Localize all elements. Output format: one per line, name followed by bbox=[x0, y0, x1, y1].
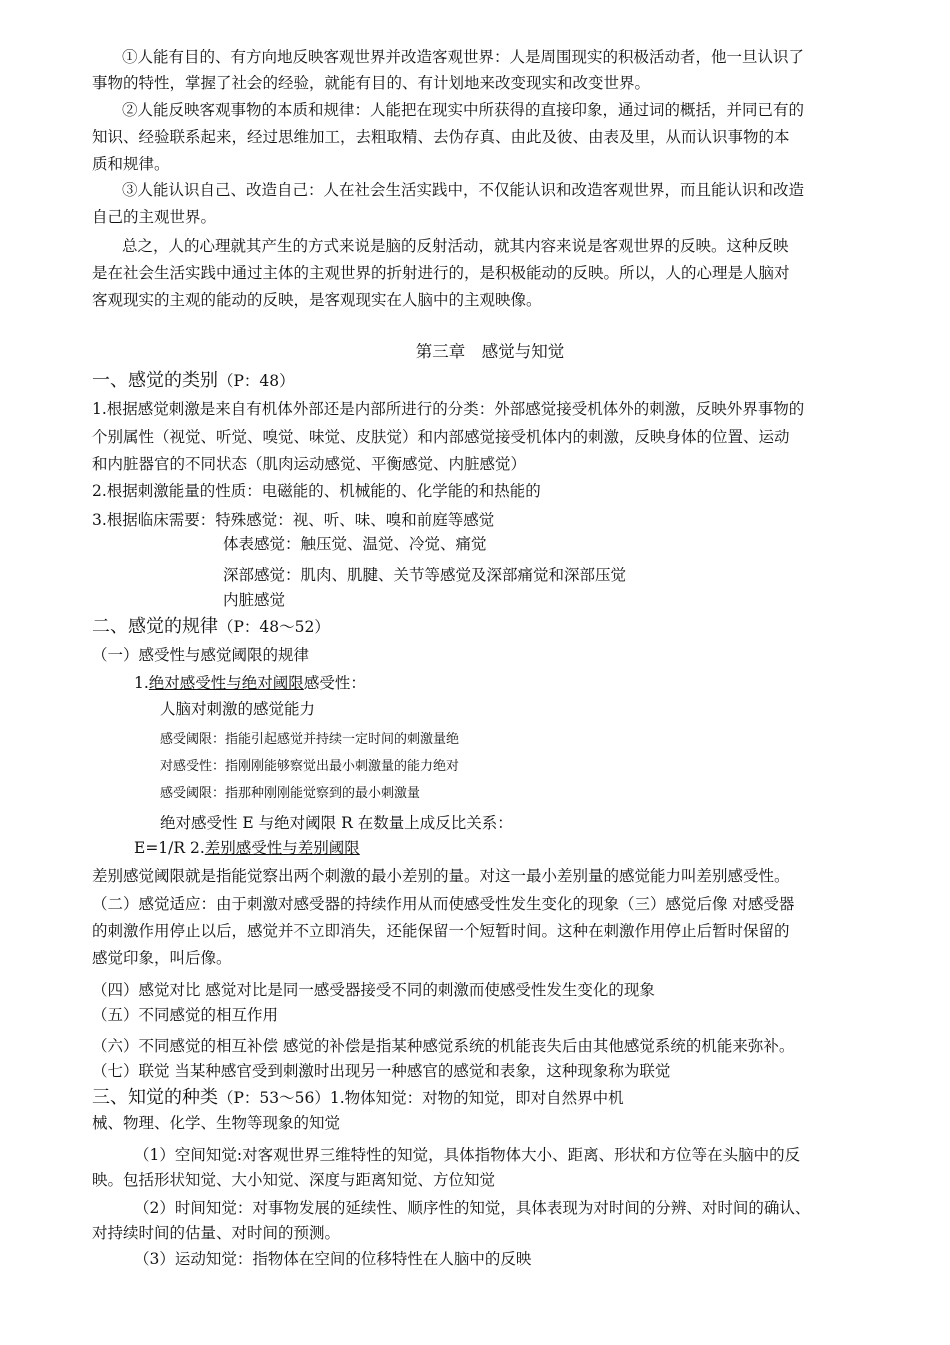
s2-five: （五）不同感觉的相互作用 bbox=[92, 1006, 279, 1024]
section-3-heading: 三、知觉的种类 bbox=[92, 1087, 218, 1108]
s2-line-a: 人脑对刺激的感觉能力 bbox=[160, 700, 316, 718]
s1-item3-line-3: 深部感觉：肌肉、肌腱、关节等感觉及深部痛觉和深部压觉 bbox=[223, 566, 627, 584]
section-1-heading-line bbox=[92, 371, 295, 391]
s2-formula-line bbox=[134, 838, 360, 858]
s2-item2-num: 2. bbox=[190, 839, 205, 857]
s3-k1-line-2: 映。包括形状知觉、大小知觉、深度与距离知觉、方位知觉 bbox=[92, 1171, 496, 1189]
s2-item1-rest: 感受性： bbox=[303, 674, 366, 692]
s3-k2-line-2: 对持续时间的估量、对时间的预测。 bbox=[92, 1224, 341, 1242]
paragraph-2-line-1: ②人能反映客观事物的本质和规律：人能把在现实中所获得的直接印象，通过词的概括，并同已有的 bbox=[122, 101, 805, 119]
paragraph-2-line-2: 知识、经验联系起来，经过思维加工，去粗取精、去伪存真、由此及彼、由表及里，从而认识事物的本 bbox=[92, 128, 790, 146]
s2-item2-underlined: 差别感受性与差别阈限 bbox=[204, 839, 360, 857]
paragraph-3-line-2: 自己的主观世界。 bbox=[92, 208, 217, 226]
s1-item1-line-2: 个别属性（视觉、听觉、嗅觉、味觉、皮肤觉）和内部感觉接受机体内的刺激，反映身体的位置、运动 bbox=[92, 428, 790, 446]
paragraph-1-line-1: ①人能有目的、有方向地反映客观世界并改造客观世界：人是周围现实的积极活动者，他一旦认识了 bbox=[122, 48, 805, 66]
s1-item3-line-2: 体表感觉：触压觉、温觉、冷觉、痛觉 bbox=[223, 535, 487, 553]
s1-item3-line-4: 内脏感觉 bbox=[223, 591, 286, 609]
s2-item1-num: 1. bbox=[134, 674, 149, 692]
s2-line-c: 对感受性：指刚刚能够察觉出最小刺激量的能力绝对 bbox=[160, 759, 460, 774]
s2-sub-1: （一）感受性与感觉阈限的规律 bbox=[92, 646, 310, 664]
s2-six: （六）不同感觉的相互补偿 感觉的补偿是指某种感觉系统的机能丧失后由其他感觉系统的机能来弥补。 bbox=[92, 1037, 795, 1055]
s3-k2-line-1: （2）时间知觉：对事物发展的延续性、顺序性的知觉，具体表现为对时间的分辨、对时间的确认、 bbox=[134, 1199, 811, 1217]
s1-item3-line-1: 3.根据临床需要：特殊感觉：视、听、味、嗅和前庭等感觉 bbox=[92, 511, 495, 529]
s1-item2: 2.根据刺激能量的性质：电磁能的、机械能的、化学能的和热能的 bbox=[92, 482, 541, 500]
formula: E=1/R bbox=[134, 839, 186, 857]
s2-item1-underlined: 绝对感受性与绝对阈限 bbox=[148, 674, 304, 692]
s2-adapt-line-2: 的刺激作用停止以后，感觉并不立即消失，还能保留一个短暂时间。这种在刺激作用停止后暂时保留的 bbox=[92, 922, 790, 940]
s2-four: （四）感觉对比 感觉对比是同一感受器接受不同的刺激而使感受性发生变化的现象 bbox=[92, 981, 655, 999]
s2-adapt-line-3: 感觉印象，叫后像。 bbox=[92, 949, 232, 967]
section-1-page-ref: （P：48） bbox=[218, 372, 295, 390]
paragraph-4-line-3: 客观现实的主观的能动的反映，是客观现实在人脑中的主观映像。 bbox=[92, 291, 542, 309]
section-3-page-ref: （P：53～56） bbox=[218, 1089, 330, 1107]
s3-line-2: 械、物理、化学、生物等现象的知觉 bbox=[92, 1114, 341, 1132]
section-3-heading-line bbox=[92, 1088, 624, 1108]
s3-k1-line-1: （1）空间知觉:对客观世界三维特性的知觉，具体指物体大小、距离、形状和方位等在头脑中的反 bbox=[134, 1146, 801, 1164]
s3-k3: （3）运动知觉：指物体在空间的位移特性在人脑中的反映 bbox=[134, 1250, 532, 1268]
section-2-heading: 二、感觉的规律 bbox=[92, 616, 218, 637]
s1-item1-line-3: 和内脏器官的不同状态（肌肉运动感觉、平衡感觉、内脏感觉） bbox=[92, 455, 527, 473]
section-3-rest: 1.物体知觉：对物的知觉，即对自然界中机 bbox=[329, 1089, 624, 1107]
paragraph-4-line-2: 是在社会生活实践中通过主体的主观世界的折射进行的，是积极能动的反映。所以，人的心理是人脑对 bbox=[92, 264, 790, 282]
s1-item1-line-1: 1.根据感觉刺激是来自有机体外部还是内部所进行的分类：外部感觉接受机体外的刺激，反映外界事物的 bbox=[92, 400, 805, 418]
s2-diff: 差别感觉阈限就是指能觉察出两个刺激的最小差别的量。对这一最小差别量的感觉能力叫差别感受性。 bbox=[92, 867, 790, 885]
section-2-heading-line bbox=[92, 617, 330, 637]
s2-line-b: 感受阈限：指能引起感觉并持续一定时间的刺激量绝 bbox=[160, 732, 460, 747]
s2-adapt-line-1: （二）感觉适应：由于刺激对感受器的持续作用从而使感受性发生变化的现象（三）感觉后像 对感受器 bbox=[92, 895, 795, 913]
section-1-heading: 一、感觉的类别 bbox=[92, 370, 218, 391]
section-2-page-ref: （P：48～52） bbox=[218, 618, 330, 636]
paragraph-4-line-1: 总之，人的心理就其产生的方式来说是脑的反射活动，就其内容来说是客观世界的反映。这种反映 bbox=[122, 237, 789, 255]
s2-item1-line bbox=[134, 673, 366, 693]
paragraph-3-line-1: ③人能认识自己、改造自己：人在社会生活实践中，不仅能认识和改造客观世界，而且能认识和改造 bbox=[122, 181, 805, 199]
s2-seven: （七）联觉 当某种感官受到刺激时出现另一种感官的感觉和表象，这种现象称为联觉 bbox=[92, 1062, 671, 1080]
chapter-title: 第三章 感觉与知觉 bbox=[415, 342, 565, 361]
paragraph-2-line-3: 质和规律。 bbox=[92, 155, 170, 173]
s2-line-d: 感受阈限：指那种刚刚能觉察到的最小刺激量 bbox=[160, 786, 421, 801]
s2-line-e: 绝对感受性 E 与绝对阈限 R 在数量上成反比关系： bbox=[160, 814, 513, 832]
paragraph-1-line-2: 事物的特性，掌握了社会的经验，就能有目的、有计划地来改变现实和改变世界。 bbox=[92, 74, 651, 92]
